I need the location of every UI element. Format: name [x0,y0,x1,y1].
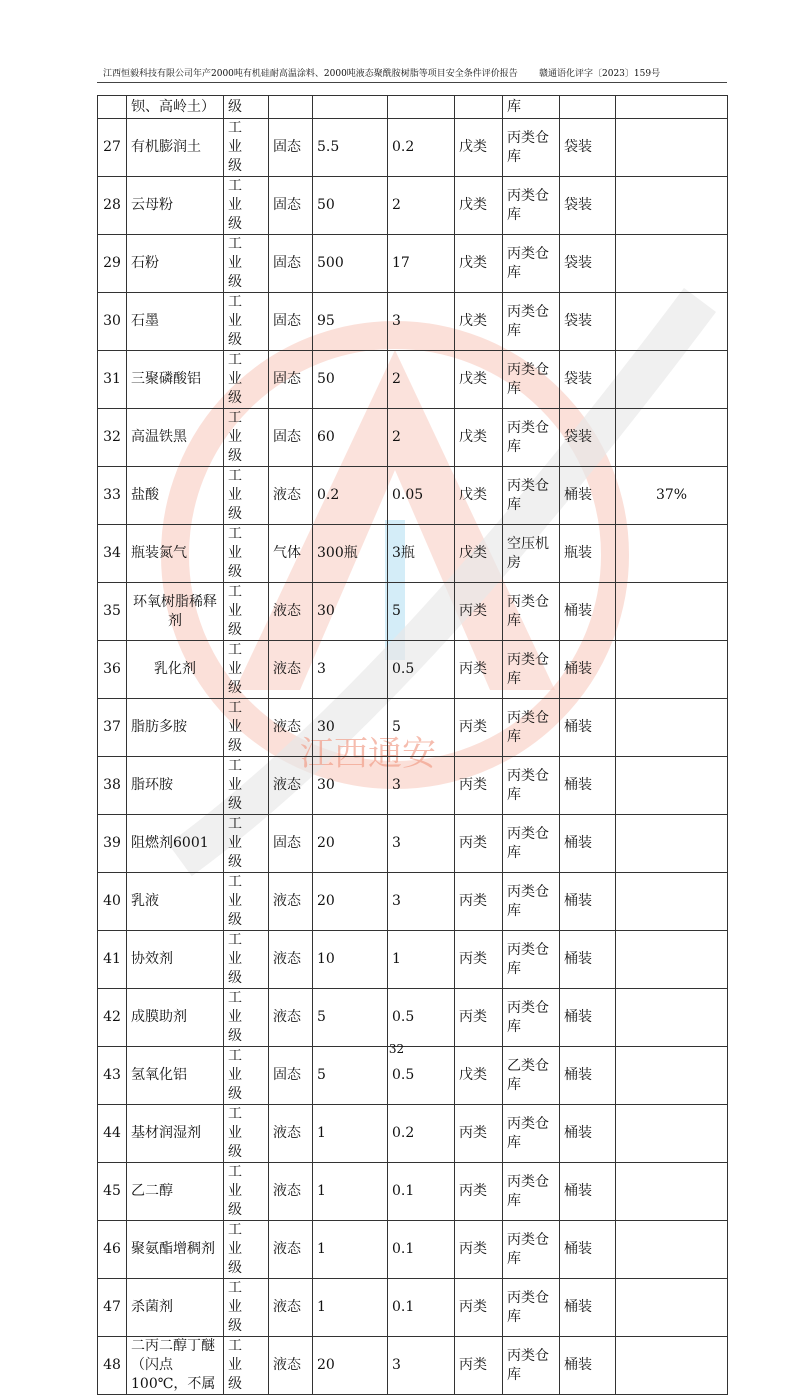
cell-no: 39 [98,815,127,873]
cell-class: 戊类 [455,409,503,467]
cell-state: 固态 [269,177,313,235]
cell-grade: 工业级 [224,757,269,815]
cell-remark [616,699,728,757]
cell-class: 丙类 [455,873,503,931]
cell-remark [616,1105,728,1163]
cell-pack: 桶装 [560,931,616,989]
cell-state: 液态 [269,583,313,641]
table-row [98,583,728,641]
cell-state: 固态 [269,815,313,873]
cell-name: 阻燃剂6001 [127,815,224,873]
cell-pack: 瓶装 [560,525,616,583]
cell-no: 31 [98,351,127,409]
cell-state [269,96,313,119]
cell-place: 丙类仓库 [503,873,560,931]
cell-class: 戊类 [455,177,503,235]
cell-pack: 袋装 [560,293,616,351]
cell-remark [616,583,728,641]
cell-store: 2 [388,409,455,467]
cell-max: 20 [313,1337,388,1395]
cell-no: 44 [98,1105,127,1163]
cell-remark [616,931,728,989]
table-row [98,1163,728,1221]
cell-place: 丙类仓库 [503,351,560,409]
cell-no: 45 [98,1163,127,1221]
cell-grade: 级 [224,96,269,119]
cell-store: 0.05 [388,467,455,525]
cell-class: 丙类 [455,815,503,873]
cell-name: 有机膨润土 [127,119,224,177]
cell-remark [616,815,728,873]
cell-pack: 桶装 [560,641,616,699]
cell-store [388,96,455,119]
cell-remark [616,989,728,1047]
cell-store: 2 [388,351,455,409]
cell-max [313,96,388,119]
cell-max: 30 [313,583,388,641]
cell-remark [616,96,728,119]
cell-no: 34 [98,525,127,583]
cell-store: 0.1 [388,1163,455,1221]
cell-name: 石粉 [127,235,224,293]
cell-name: 乳液 [127,873,224,931]
cell-no: 37 [98,699,127,757]
cell-max: 60 [313,409,388,467]
header-report-no: 赣通语化评字〔2023〕159号 [539,69,661,79]
cell-state: 固态 [269,119,313,177]
cell-max: 3 [313,641,388,699]
cell-grade: 工业级 [224,583,269,641]
cell-pack: 桶装 [560,1279,616,1337]
cell-grade: 工业级 [224,467,269,525]
cell-pack: 桶装 [560,1105,616,1163]
cell-name: 聚氨酯增稠剂 [127,1221,224,1279]
cell-store: 2 [388,177,455,235]
cell-pack: 桶装 [560,757,616,815]
cell-pack: 桶装 [560,815,616,873]
cell-place: 丙类仓库 [503,1221,560,1279]
cell-place: 丙类仓库 [503,699,560,757]
cell-class: 丙类 [455,931,503,989]
cell-pack: 袋装 [560,351,616,409]
cell-class: 丙类 [455,1105,503,1163]
header-title: 江西恒毅科技有限公司年产2000吨有机硅耐高温涂料、2000吨液态聚酰胺树脂等项目安全条件评价报告 [103,69,518,79]
cell-remark [616,293,728,351]
cell-class: 戊类 [455,467,503,525]
cell-class: 戊类 [455,1047,503,1105]
cell-place: 丙类仓库 [503,235,560,293]
cell-grade: 工业级 [224,1163,269,1221]
cell-max: 20 [313,873,388,931]
cell-store: 3瓶 [388,525,455,583]
cell-pack [560,96,616,119]
cell-max: 1 [313,1221,388,1279]
cell-store: 0.5 [388,641,455,699]
cell-max: 30 [313,757,388,815]
cell-pack: 桶装 [560,1221,616,1279]
cell-place: 丙类仓库 [503,1279,560,1337]
table-row [98,409,728,467]
table-row [98,119,728,177]
cell-no: 36 [98,641,127,699]
cell-grade: 工业级 [224,1221,269,1279]
cell-pack: 袋装 [560,235,616,293]
table-row [98,467,728,525]
cell-remark [616,119,728,177]
cell-state: 液态 [269,641,313,699]
cell-place: 丙类仓库 [503,177,560,235]
cell-place: 丙类仓库 [503,1337,560,1395]
cell-state: 固态 [269,235,313,293]
cell-place: 丙类仓库 [503,467,560,525]
cell-place: 乙类仓库 [503,1047,560,1105]
table-body [98,96,728,1395]
cell-no: 35 [98,583,127,641]
cell-state: 液态 [269,757,313,815]
cell-class: 戊类 [455,235,503,293]
cell-pack: 桶装 [560,1047,616,1105]
cell-remark [616,1221,728,1279]
cell-pack: 袋装 [560,409,616,467]
cell-name: 协效剂 [127,931,224,989]
cell-class: 丙类 [455,1337,503,1395]
cell-class: 丙类 [455,1221,503,1279]
cell-store: 1 [388,931,455,989]
cell-state: 液态 [269,1337,313,1395]
cell-place: 丙类仓库 [503,815,560,873]
table-row [98,641,728,699]
table-row [98,96,728,119]
cell-store: 5 [388,583,455,641]
cell-grade: 工业级 [224,1337,269,1395]
cell-name: 石墨 [127,293,224,351]
table-row [98,1221,728,1279]
cell-no: 27 [98,119,127,177]
cell-max: 50 [313,177,388,235]
cell-store: 0.1 [388,1221,455,1279]
table-row [98,177,728,235]
cell-class: 丙类 [455,989,503,1047]
report-header [97,64,727,83]
cell-max: 1 [313,1163,388,1221]
cell-max: 300瓶 [313,525,388,583]
cell-no: 47 [98,1279,127,1337]
table-row [98,989,728,1047]
cell-store: 3 [388,293,455,351]
cell-no: 33 [98,467,127,525]
cell-grade: 工业级 [224,873,269,931]
cell-store: 3 [388,757,455,815]
cell-class: 戊类 [455,119,503,177]
cell-grade: 工业级 [224,119,269,177]
cell-class: 丙类 [455,699,503,757]
cell-pack: 袋装 [560,177,616,235]
cell-remark [616,177,728,235]
cell-max: 5.5 [313,119,388,177]
cell-name: 乙二醇 [127,1163,224,1221]
cell-place: 丙类仓库 [503,409,560,467]
cell-class: 戊类 [455,293,503,351]
cell-max: 1 [313,1105,388,1163]
cell-no: 30 [98,293,127,351]
cell-remark [616,525,728,583]
cell-remark [616,873,728,931]
cell-state: 液态 [269,1105,313,1163]
cell-grade: 工业级 [224,235,269,293]
cell-state: 液态 [269,1221,313,1279]
cell-remark [616,235,728,293]
cell-place: 丙类仓库 [503,641,560,699]
cell-remark: 37% [616,467,728,525]
cell-place: 丙类仓库 [503,931,560,989]
table-row [98,699,728,757]
cell-store: 0.1 [388,1279,455,1337]
cell-max: 5 [313,1047,388,1105]
cell-no: 32 [98,409,127,467]
materials-table [97,95,728,1395]
page-number: 32 [388,1042,405,1056]
cell-class: 丙类 [455,641,503,699]
cell-place: 丙类仓库 [503,119,560,177]
cell-state: 液态 [269,873,313,931]
cell-grade: 工业级 [224,293,269,351]
table-row [98,873,728,931]
cell-grade: 工业级 [224,351,269,409]
cell-state: 液态 [269,931,313,989]
cell-name: 氢氧化铝 [127,1047,224,1105]
cell-pack: 桶装 [560,699,616,757]
cell-pack: 桶装 [560,1337,616,1395]
cell-class: 戊类 [455,351,503,409]
cell-store: 3 [388,815,455,873]
cell-no [98,96,127,119]
cell-grade: 工业级 [224,1105,269,1163]
cell-grade: 工业级 [224,641,269,699]
cell-store: 3 [388,1337,455,1395]
cell-no: 41 [98,931,127,989]
cell-state: 液态 [269,1279,313,1337]
cell-name: 成膜助剂 [127,989,224,1047]
cell-grade: 工业级 [224,815,269,873]
cell-name: 二丙二醇丁醚（闪点100℃，不属 [127,1337,224,1395]
cell-name: 基材润湿剂 [127,1105,224,1163]
table-row [98,931,728,989]
cell-name: 脂环胺 [127,757,224,815]
cell-no: 28 [98,177,127,235]
table-row [98,1279,728,1337]
cell-grade: 工业级 [224,1047,269,1105]
cell-max: 500 [313,235,388,293]
cell-pack: 桶装 [560,467,616,525]
cell-name: 杀菌剂 [127,1279,224,1337]
table-row [98,815,728,873]
cell-pack: 桶装 [560,583,616,641]
cell-max: 10 [313,931,388,989]
cell-store: 0.2 [388,1105,455,1163]
cell-no: 40 [98,873,127,931]
cell-no: 43 [98,1047,127,1105]
cell-name: 乳化剂 [127,641,224,699]
cell-grade: 工业级 [224,409,269,467]
cell-store: 0.5 [388,989,455,1047]
cell-grade: 工业级 [224,931,269,989]
cell-class: 丙类 [455,757,503,815]
cell-state: 液态 [269,989,313,1047]
cell-place: 丙类仓库 [503,1105,560,1163]
cell-state: 固态 [269,351,313,409]
table-row [98,757,728,815]
cell-no: 29 [98,235,127,293]
cell-store: 17 [388,235,455,293]
cell-max: 95 [313,293,388,351]
cell-place: 库 [503,96,560,119]
table-row [98,351,728,409]
cell-place: 丙类仓库 [503,1163,560,1221]
cell-pack: 桶装 [560,873,616,931]
cell-grade: 工业级 [224,989,269,1047]
table-row [98,293,728,351]
cell-class: 丙类 [455,583,503,641]
watermark-text: 江西通安 [300,734,436,774]
cell-place: 丙类仓库 [503,293,560,351]
cell-place: 空压机房 [503,525,560,583]
cell-name: 三聚磷酸铝 [127,351,224,409]
cell-state: 固态 [269,1047,313,1105]
cell-pack: 桶装 [560,989,616,1047]
cell-grade: 工业级 [224,1279,269,1337]
cell-state: 液态 [269,699,313,757]
cell-max: 1 [313,1279,388,1337]
cell-remark [616,351,728,409]
cell-remark [616,641,728,699]
cell-name: 云母粉 [127,177,224,235]
cell-store: 0.2 [388,119,455,177]
cell-name: 瓶装氮气 [127,525,224,583]
cell-store: 5 [388,699,455,757]
cell-no: 48 [98,1337,127,1395]
cell-store: 3 [388,873,455,931]
cell-max: 50 [313,351,388,409]
cell-name: 环氧树脂稀释剂 [127,583,224,641]
cell-store: 0.5 [388,1047,455,1105]
cell-grade: 工业级 [224,525,269,583]
cell-pack: 桶装 [560,1163,616,1221]
cell-state: 液态 [269,1163,313,1221]
cell-max: 0.2 [313,467,388,525]
cell-remark [616,1163,728,1221]
cell-no: 46 [98,1221,127,1279]
cell-name: 脂肪多胺 [127,699,224,757]
cell-no: 38 [98,757,127,815]
cell-place: 丙类仓库 [503,989,560,1047]
cell-remark [616,1337,728,1395]
cell-class: 丙类 [455,1163,503,1221]
cell-max: 20 [313,815,388,873]
cell-place: 丙类仓库 [503,583,560,641]
cell-remark [616,409,728,467]
table-row [98,1105,728,1163]
cell-state: 固态 [269,409,313,467]
cell-state: 固态 [269,293,313,351]
cell-class [455,96,503,119]
table-row [98,525,728,583]
cell-remark [616,1279,728,1337]
cell-class: 丙类 [455,1279,503,1337]
cell-pack: 袋装 [560,119,616,177]
cell-max: 30 [313,699,388,757]
cell-place: 丙类仓库 [503,757,560,815]
table-row [98,1337,728,1395]
cell-grade: 工业级 [224,699,269,757]
cell-name: 盐酸 [127,467,224,525]
cell-remark [616,757,728,815]
cell-state: 液态 [269,467,313,525]
cell-state: 气体 [269,525,313,583]
cell-name: 钡、高岭土） [127,96,224,119]
cell-name: 高温铁黑 [127,409,224,467]
cell-max: 5 [313,989,388,1047]
cell-class: 戊类 [455,525,503,583]
cell-no: 42 [98,989,127,1047]
cell-grade: 工业级 [224,177,269,235]
table-row [98,235,728,293]
